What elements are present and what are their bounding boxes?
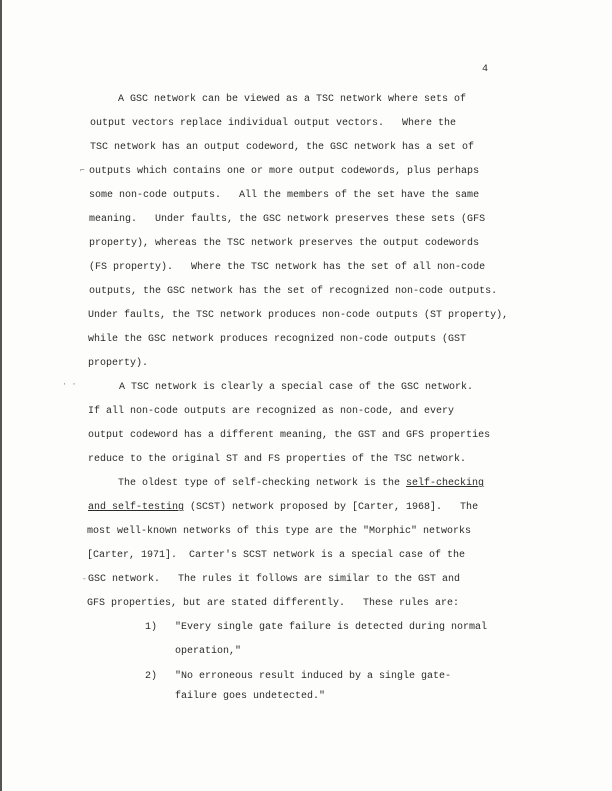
text-line: [Carter, 1971]. Carter's SCST network is a special case of the	[87, 550, 466, 561]
rule-text: operation,"	[175, 646, 242, 657]
underlined-term: self-checking	[406, 478, 485, 489]
rule-text: "Every single gate failure is detected during normal	[175, 622, 488, 633]
scan-mark: ⌐	[80, 166, 85, 175]
text-line: GFS properties, but are stated differently. These rules are:	[87, 598, 460, 609]
text-line: property), whereas the TSC network preserves the output codewords	[89, 238, 480, 249]
scan-edge	[0, 0, 2, 791]
text-line: (FS property). Where the TSC network has the set of all non-code	[89, 262, 486, 273]
text-line: A TSC network is clearly a special case of the GSC network.	[119, 382, 474, 393]
underlined-term: and self-testing	[88, 502, 185, 513]
text-line: output vectors replace individual output vectors. Where the	[90, 118, 457, 129]
text-line: Under faults, the TSC network produces non-code outputs (ST property),	[88, 310, 509, 321]
text-line: most well-known networks of this type are the "Morphic" networks	[87, 526, 472, 537]
page-number: 4	[482, 64, 489, 75]
text-line: If all non-code outputs are recognized as non-code, and every	[88, 406, 455, 417]
text-line: TSC network has an output codeword, the GSC network has a set of	[90, 142, 475, 153]
text-line: output codeword has a different meaning, the GST and GFS properties	[88, 430, 491, 441]
text-line: A GSC network can be viewed as a TSC network where sets of	[118, 94, 467, 105]
scan-mark: · ·	[62, 380, 77, 389]
text-line: while the GSC network produces recognized non-code outputs (GST	[88, 334, 467, 345]
rule-text: failure goes undetected."	[175, 691, 326, 702]
rule-text: "No erroneous result induced by a single gate-	[175, 671, 452, 682]
text-line	[118, 478, 484, 490]
rule-number: 1)	[145, 622, 158, 633]
text-line	[88, 502, 478, 514]
text-segment: The oldest type of self-checking network is the	[118, 478, 407, 489]
text-line: some non-code outputs. All the members of the set have the same	[89, 190, 480, 201]
text-line: property).	[88, 358, 149, 369]
rule-number: 2)	[145, 671, 158, 682]
scan-mark: -	[82, 575, 87, 584]
text-line: meaning. Under faults, the GSC network preserves these sets (GFS	[89, 214, 486, 225]
text-line: GSC network. The rules it follows are similar to the GST and	[88, 574, 461, 585]
text-line: reduce to the original ST and FS properties of the TSC network.	[88, 454, 467, 465]
text-line: outputs which contains one or more output codewords, plus perhaps	[89, 166, 480, 177]
text-segment: (SCST) network proposed by [Carter, 1968]. The	[184, 502, 479, 513]
text-line: outputs, the GSC network has the set of recognized non-code outputs.	[89, 286, 498, 297]
